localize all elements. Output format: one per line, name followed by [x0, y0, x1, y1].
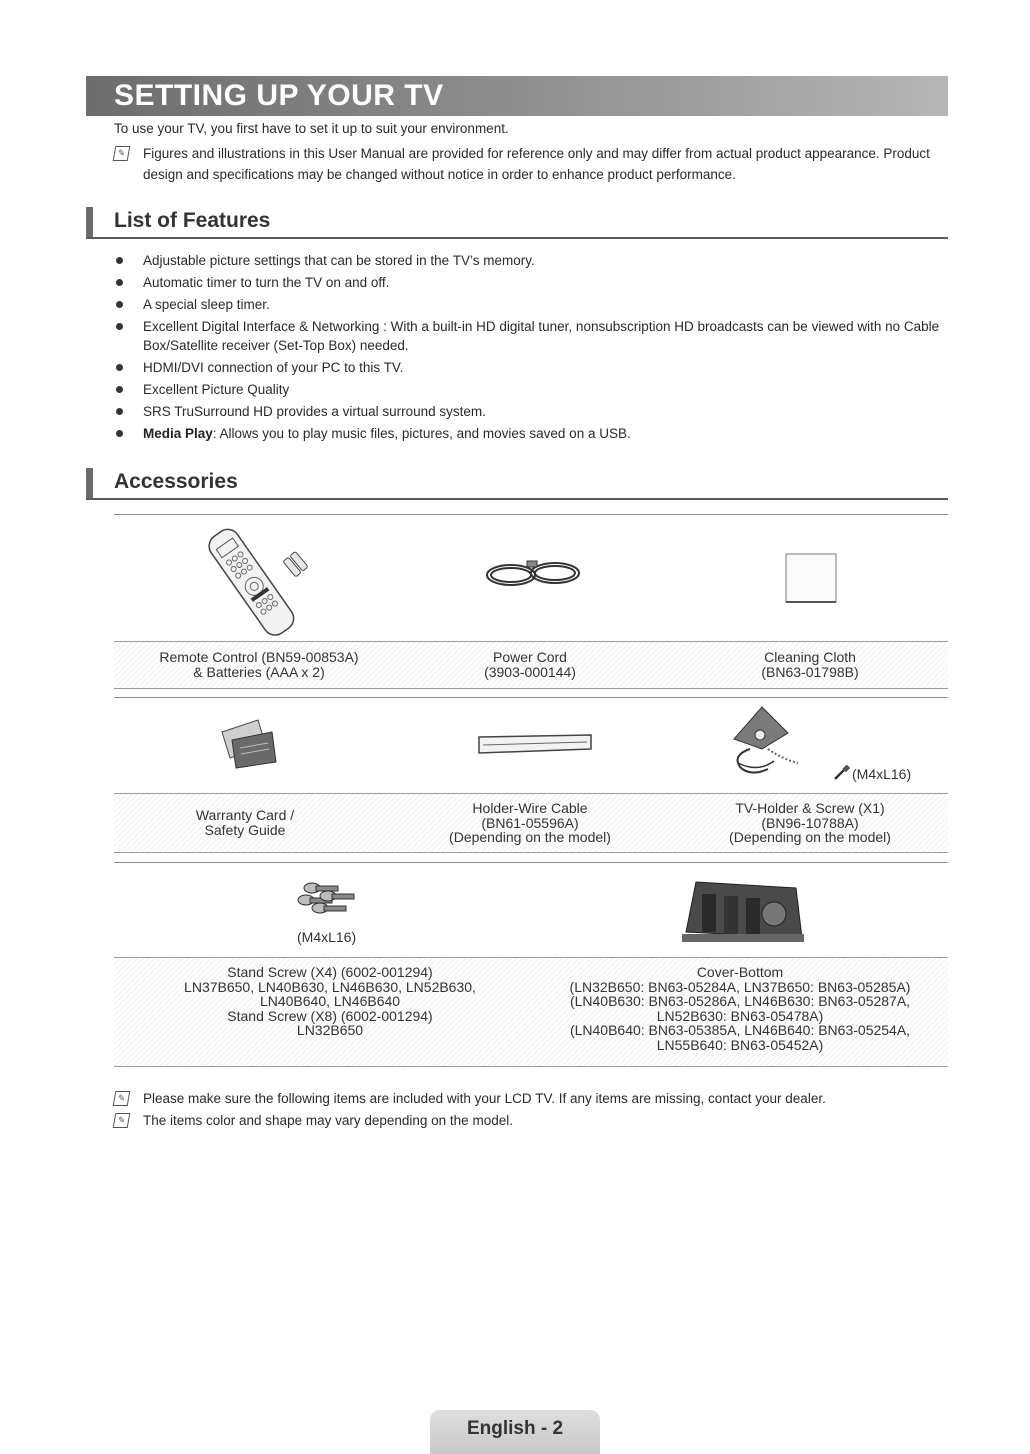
cover-bottom-caption: Cover-Bottom (LN32B650: BN63-05284A, LN37B650: BN63-05285A) (LN40B630: BN63-05286A, LN46B630: BN63-05287A, LN52B630: BN63-05478A) (LN40B640: BN63-05385A, LN46B640: BN63-05254A, LN55B640: BN63-05452A): [569, 964, 911, 1053]
page-number: English - 2: [466, 1418, 564, 1439]
stand-screws-icon: [294, 878, 358, 924]
list-item: Media Play: Allows you to play music files, pictures, and movies saved on a USB.: [114, 424, 954, 443]
list-item: Automatic timer to turn the TV on and off.: [114, 273, 954, 292]
bullet-icon: [116, 301, 123, 308]
list-item: Adjustable picture settings that can be stored in the TV’s memory.: [114, 251, 954, 270]
section-bar: [86, 207, 93, 237]
table-rule: [114, 514, 948, 515]
cleaning-cloth-icon: [780, 552, 840, 606]
stand-screw-size-label: (M4xL16): [297, 929, 357, 945]
media-play-label: Media Play: [143, 426, 213, 441]
tv-holder-icon: [728, 705, 812, 781]
note-icon: ✎: [113, 1091, 131, 1106]
note-text: Figures and illustrations in this User Manual are provided for reference only and may differ from actual product appearance. Product design and specifications may be changed without notice in order to enhance product performance.: [143, 146, 930, 182]
warranty-card-icon: [218, 718, 280, 770]
power-cord-caption: Power Cord (3903-000144): [484, 649, 576, 680]
section-title: Accessories: [114, 470, 238, 493]
tv-holder-caption: TV-Holder & Screw (X1) (BN96-10788A) (Depending on the model): [729, 800, 891, 845]
table-rule: [114, 862, 948, 863]
screw-size-label: (M4xL16): [852, 766, 912, 782]
note-text: Please make sure the following items are included with your LCD TV. If any items are missing, contact your dealer.: [143, 1091, 826, 1106]
bullet-icon: [116, 364, 123, 371]
section-title: List of Features: [114, 209, 271, 232]
page-title: SETTING UP YOUR TV: [114, 79, 444, 112]
intro-text: To use your TV, you first have to set it up to suit your environment.: [114, 121, 509, 136]
note-text: The items color and shape may vary depending on the model.: [143, 1113, 513, 1128]
screw-icon: [833, 765, 851, 781]
bullet-icon: [116, 323, 123, 330]
accessories-heading: [86, 468, 948, 500]
holder-wire-cable-icon: [475, 731, 595, 757]
holder-wire-cable-caption: Holder-Wire Cable (BN61-05596A) (Depending on the model): [449, 800, 611, 845]
page-title-banner: [86, 76, 948, 116]
list-item: Excellent Picture Quality: [114, 380, 954, 399]
list-item: HDMI/DVI connection of your PC to this TV.: [114, 358, 954, 377]
power-cord-icon: [483, 553, 583, 595]
table-rule: [114, 697, 948, 698]
cover-bottom-icon: [676, 878, 806, 950]
section-bar: [86, 468, 93, 498]
bullet-icon: [116, 279, 123, 286]
list-item: A special sleep timer.: [114, 295, 954, 314]
remote-control-icon: [200, 522, 320, 646]
remote-control-caption: Remote Control (BN59-00853A) & Batteries (AAA x 2): [159, 649, 359, 680]
page-number-tab: [430, 1410, 600, 1454]
bullet-icon: [116, 408, 123, 415]
features-list: [114, 251, 954, 446]
bullet-icon: [116, 430, 123, 437]
bullet-icon: [116, 257, 123, 264]
note-icon: ✎: [113, 146, 131, 161]
features-heading: [86, 207, 948, 239]
warranty-card-caption: Warranty Card / Safety Guide: [195, 807, 295, 838]
list-item: SRS TruSurround HD provides a virtual surround system.: [114, 402, 954, 421]
cleaning-cloth-caption: Cleaning Cloth (BN63-01798B): [761, 649, 859, 680]
stand-screw-caption: Stand Screw (X4) (6002-001294) LN37B650, LN40B630, LN46B630, LN52B630, LN40B640, LN46B640 Stand Screw (X8) (6002-001294) LN32B650: [184, 964, 476, 1038]
bullet-icon: [116, 386, 123, 393]
list-item: Excellent Digital Interface & Networking : With a built-in HD digital tuner, nonsubscription HD broadcasts can be viewed with no Cable Box/Satellite receiver (Set-Top Box) needed.: [114, 317, 954, 355]
note-icon: ✎: [113, 1113, 131, 1128]
